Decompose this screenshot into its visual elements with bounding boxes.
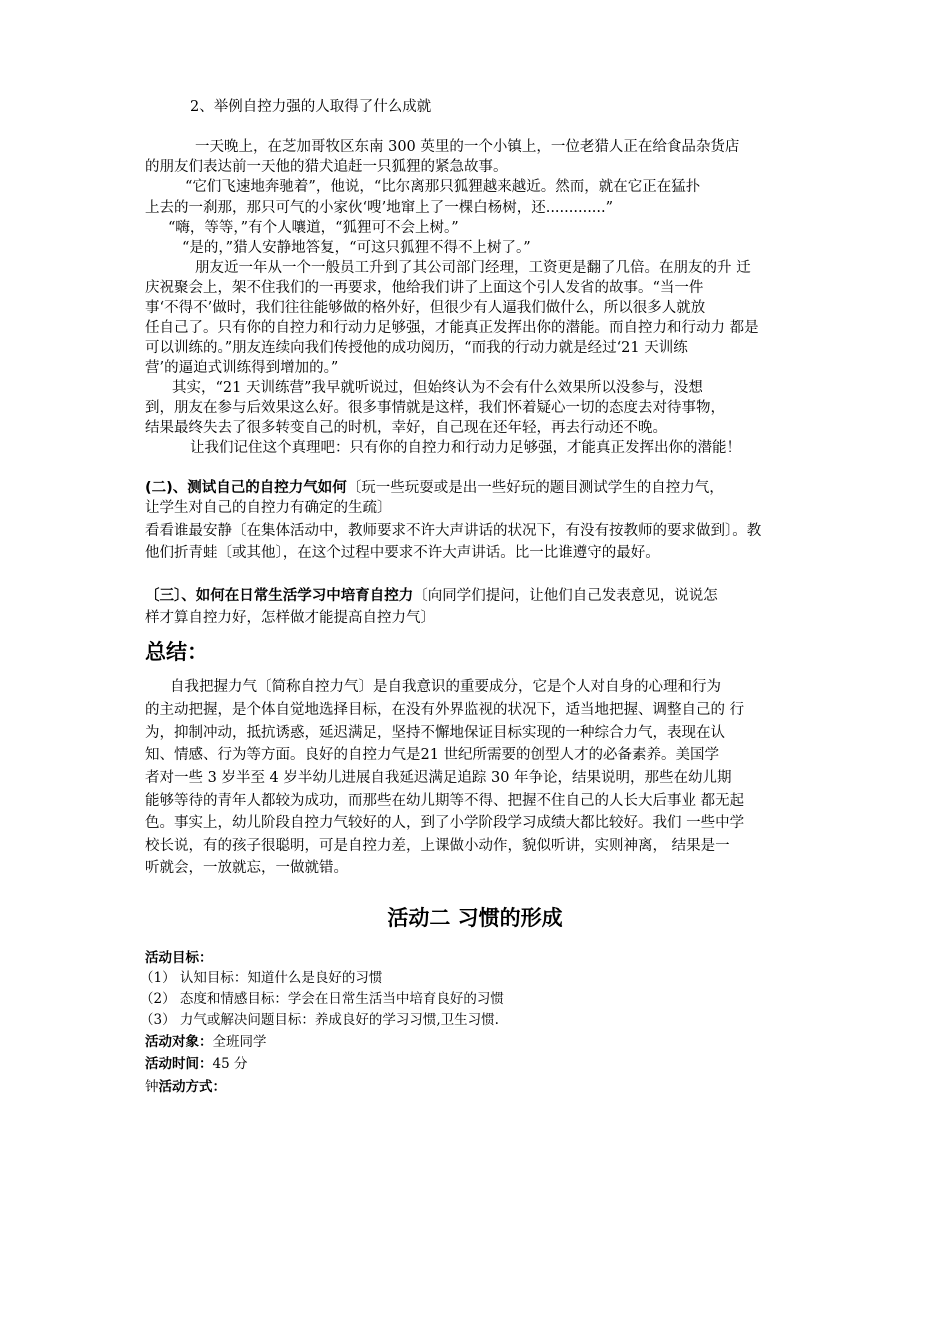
activity-method-label: 活动方式： [158, 1079, 226, 1095]
section-heading-cultivate-line2: 样才算自控力好，怎样做才能提高自控力气〕 [145, 610, 435, 626]
section-heading-test [145, 478, 724, 498]
story-line: 上去的一刹那，那只可气的小家伙‘嗖’地窜上了一棵白杨树，还.............” [145, 200, 614, 216]
summary-line: 校长说，有的孩子很聪明，可是自控力差，上课做小动作，貌似听讲，实则神离， 结果是一 [145, 838, 730, 854]
story-line: 的朋友们表达前一天他的猎犬追赶一只狐狸的紧急故事。 [145, 159, 508, 175]
test-body-line: 他们折青蛙〔或其他〕，在这个过程中要求不许大声讲话。比一比谁遵守的最好。 [145, 545, 660, 561]
summary-line: 能够等待的青年人都较为成功，而那些在幼儿期等不得、把握不住自己的人长大后事业 都无起 [145, 793, 745, 809]
section-heading-achievements: 2、举例自控力强的人取得了什么成就 [190, 99, 432, 115]
story-line: 朋友近一年从一个一般员工升到了其公司部门经理，工资更是翻了几倍。在朋友的升 迁 [195, 260, 751, 276]
summary-line: 为，抑制冲动，抵抗诱惑，延迟满足，坚持不懈地保证目标实现的一种综合力气，表现在认 [145, 725, 725, 741]
activity-method [145, 1077, 226, 1097]
section-heading-test-line2: 让学生对自己的自控力有确定的生疏〕 [145, 500, 392, 516]
activity-target-value: 全班同学 [212, 1034, 267, 1050]
activity-target-label: 活动对象： [145, 1034, 213, 1050]
summary-line: 知、情感、行为等方面。良好的自控力气是21 世纪所需要的创型人才的必备素养。美国学 [145, 747, 720, 763]
section-heading-cultivate-rest: 〔向同学们提问，让他们自己发表意见，说说怎 [413, 588, 718, 604]
story-line: “嗨，等等，”有个人嚷道，“狐狸可不会上树。” [168, 220, 459, 236]
activity-target [145, 1032, 267, 1052]
story-line: 让我们记住这个真理吧：只有你的自控力和行动力足够强，才能真正发挥出你的潜能！ [190, 440, 741, 456]
activity-time-value: 45 分 [212, 1056, 248, 1072]
story-line: 其实，“21 天训练营”我早就听说过，但始终认为不会有什么效果所以没参与，没想 [172, 380, 703, 396]
story-line: 庆祝聚会上，架不住我们的一再要求，他给我们讲了上面这个引人发省的故事。“当一件 [145, 280, 704, 296]
test-body-line: 看看谁最安静〔在集体活动中，教师要求不许大声讲话的状况下，有没有按教师的要求做到〕。教 [145, 523, 762, 539]
section-heading-test-bold: (二)、测试自己的自控力气如何 [145, 480, 347, 496]
story-line: 结果最终失去了很多转变自己的时机，幸好，自己现在还年轻，再去行动还不晚。 [145, 420, 667, 436]
activity-time-label: 活动时间： [145, 1056, 213, 1072]
story-line: 营’的逼迫式训练得到增加的。” [145, 360, 339, 376]
summary-line: 的主动把握，是个体自觉地选择目标，在没有外界监视的状况下，适当地把握、调整自己的 行 [145, 702, 745, 718]
summary-line: 听就会，一放就忘，一做就错。 [145, 860, 348, 876]
story-line: 可以训练的。”朋友连续向我们传授他的成功阅历，“而我的行动力就是经过‘21 天训练 [145, 340, 688, 356]
section-heading-cultivate-bold: 〔三〕、如何在日常生活学习中培育自控力 [145, 588, 414, 604]
activity-goal-item: （1） 认知目标：知道什么是良好的习惯 [140, 970, 383, 986]
activity-time [145, 1054, 247, 1074]
story-line: 任自己了。只有你的自控力和行动力足够强，才能真正发挥出你的潜能。而自控力和行动力 都是 [145, 320, 759, 336]
section-heading-test-rest: 〔玩一些玩耍或是出一些好玩的题目测试学生的自控力气， [346, 480, 724, 496]
summary-line: 者对一些 3 岁半至 4 岁半幼儿进展自我延迟满足追踪 30 年争论，结果说明，那些在幼儿期 [145, 770, 732, 786]
story-line: “是的，”猎人安静地答复，“可这只狐狸不得不上树了。” [182, 240, 531, 256]
activity-goal-item: （2） 态度和情感目标：学会在日常生活当中培育良好的习惯 [140, 991, 504, 1007]
activity2-title: 活动二 习惯的形成 [387, 906, 563, 930]
activity-goal-item: （3） 力气或解决问题目标：养成良好的学习习惯,卫生习惯. [140, 1012, 499, 1028]
activity-goals-label: 活动目标： [145, 950, 213, 966]
story-line: 到，朋友在参与后效果这么好。很多事情就是这样，我们怀着疑心一切的态度去对待事物， [145, 400, 725, 416]
summary-line: 自我把握力气〔简称自控力气〕是自我意识的重要成分，它是个人对自身的心理和行为 [170, 679, 721, 695]
story-line: “它们飞速地奔驰着”，他说，“比尔离那只狐狸越来越近。然而，就在它正在猛扑 [185, 179, 701, 195]
activity-method-prefix: 钟 [145, 1079, 159, 1095]
summary-title: 总结： [145, 640, 208, 664]
story-line: 事‘不得不’做时，我们往往能够做的格外好，但很少有人逼我们做什么，所以很多人就放 [145, 300, 706, 316]
summary-line: 色。事实上，幼儿阶段自控力气较好的人，到了小学阶段学习成绩大都比较好。我们 一些中学 [145, 815, 745, 831]
story-line: 一天晚上，在芝加哥牧区东南 300 英里的一个小镇上，一位老猎人正在给食品杂货店 [195, 139, 740, 155]
section-heading-cultivate [145, 586, 718, 606]
